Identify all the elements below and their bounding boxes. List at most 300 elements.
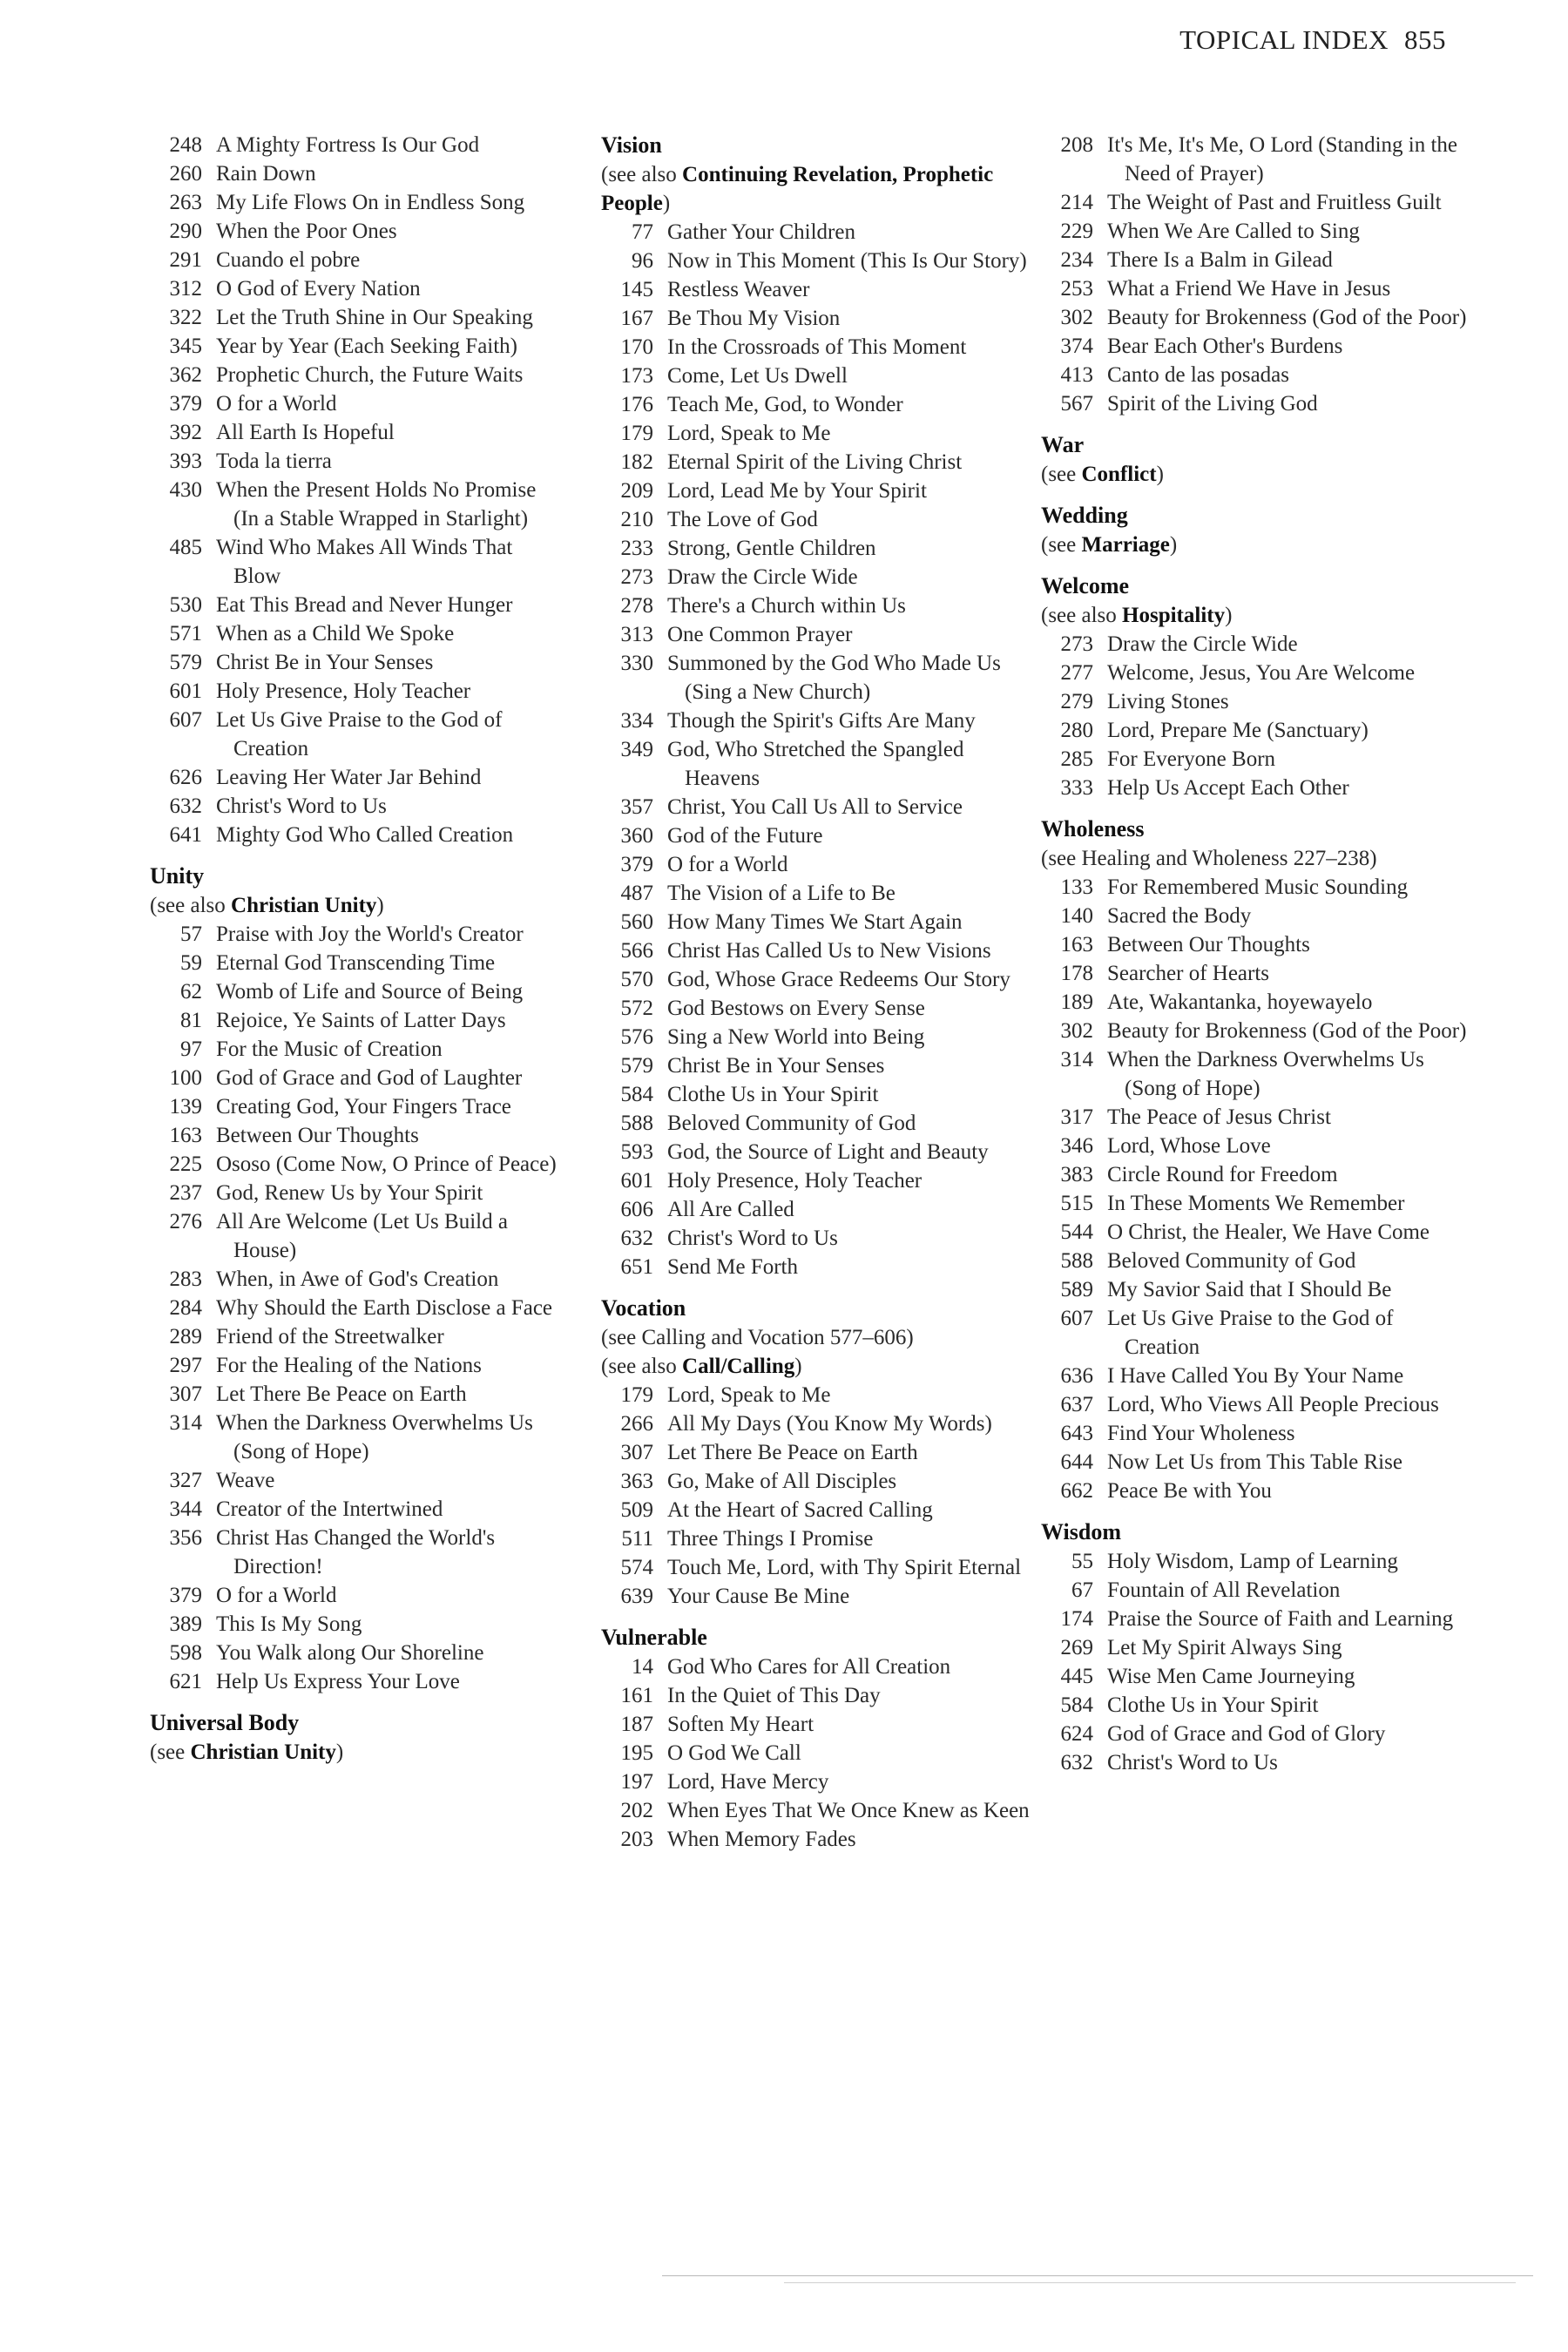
- hymn-number: 307: [169, 1382, 202, 1406]
- section-wholeness: [1041, 814, 1468, 1505]
- index-entry: [601, 706, 1037, 735]
- index-entry: [150, 1092, 559, 1121]
- index-entry: [1041, 1218, 1468, 1247]
- section-heading: Universal Body: [150, 1710, 300, 1735]
- index-entry: [601, 1652, 1037, 1681]
- hymn-title: There Is a Balm in Gilead: [1107, 248, 1333, 272]
- index-entry: [150, 447, 559, 476]
- index-entry: [601, 1253, 1037, 1281]
- hymn-number: 273: [1060, 632, 1093, 656]
- cross-reference-link: Hospitality: [1122, 604, 1226, 627]
- hymn-number: 167: [620, 307, 653, 330]
- hymn-number: 334: [620, 709, 653, 733]
- hymn-title: Restless Weaver: [667, 278, 810, 301]
- index-entry: [601, 1710, 1037, 1739]
- hymn-title: In the Crossroads of This Moment: [667, 335, 967, 359]
- index-entry: [601, 448, 1037, 476]
- hymn-number: 567: [1060, 392, 1093, 416]
- hymn-number: 214: [1060, 191, 1093, 214]
- hymn-title: O God We Call: [667, 1741, 801, 1765]
- hymn-number: 383: [1060, 1163, 1093, 1186]
- hymn-title: Send Me Forth: [667, 1255, 798, 1279]
- index-entry: [601, 1467, 1037, 1496]
- hymn-title: One Common Prayer: [667, 623, 853, 646]
- hymn-title: The Vision of a Life to Be: [667, 882, 896, 905]
- index-entry: [601, 965, 1037, 994]
- index-entry: [150, 1524, 559, 1581]
- hymn-number: 283: [169, 1267, 202, 1291]
- index-entry: [150, 159, 559, 188]
- index-entry: [601, 1051, 1037, 1080]
- index-entry: [601, 247, 1037, 275]
- index-entry: [601, 649, 1037, 706]
- section-wedding: [1041, 501, 1468, 559]
- index-entry: [150, 1207, 559, 1265]
- index-entry: [1041, 659, 1468, 687]
- index-entry: [1041, 1045, 1468, 1103]
- hymn-title: In These Moments We Remember: [1107, 1192, 1405, 1215]
- hymn-number: 170: [620, 335, 653, 359]
- hymn-number: 379: [620, 853, 653, 876]
- hymn-title: When as a Child We Spoke: [216, 622, 455, 645]
- index-entry: [150, 303, 559, 332]
- hymn-number: 210: [620, 508, 653, 531]
- hymn-number: 389: [169, 1612, 202, 1636]
- hymn-title: Now Let Us from This Table Rise: [1107, 1450, 1402, 1474]
- hymn-title: What a Friend We Have in Jesus: [1107, 277, 1391, 301]
- hymn-number: 173: [620, 364, 653, 388]
- hymn-number: 363: [620, 1470, 653, 1493]
- hymn-number: 284: [169, 1296, 202, 1320]
- hymn-number: 485: [169, 536, 202, 559]
- index-entry: [1041, 930, 1468, 959]
- hymn-number: 96: [632, 249, 653, 273]
- cross-reference-link: Call/Calling: [682, 1355, 795, 1378]
- entry-list: [1041, 1547, 1468, 1777]
- index-entry: [601, 275, 1037, 304]
- index-entry: [150, 533, 559, 591]
- hymn-number: 229: [1060, 220, 1093, 243]
- hymn-title: Lord, Prepare Me (Sanctuary): [1107, 719, 1369, 742]
- index-entry: [1041, 1419, 1468, 1448]
- hymn-number: 179: [620, 422, 653, 445]
- hymn-number: 208: [1060, 133, 1093, 157]
- hymn-title: Christ's Word to Us: [667, 1227, 838, 1250]
- index-entry: [601, 936, 1037, 965]
- hymn-title: Cuando el pobre: [216, 248, 361, 272]
- hymn-title: Prophetic Church, the Future Waits: [216, 363, 524, 387]
- see-reference: (see Calling and Vocation 577–606): [601, 1326, 914, 1349]
- hymn-number: 356: [169, 1526, 202, 1550]
- index-entry: [1041, 1247, 1468, 1275]
- hymn-title: Toda la tierra: [216, 449, 332, 473]
- index-entry: [601, 1195, 1037, 1224]
- index-entry: [1041, 217, 1468, 246]
- index-entry: [150, 977, 559, 1006]
- hymn-title: Help Us Accept Each Other: [1107, 776, 1349, 800]
- hymn-title: Spirit of the Living God: [1107, 392, 1318, 416]
- hymn-number: 302: [1060, 306, 1093, 329]
- hymn-title: O Christ, the Healer, We Have Come: [1107, 1220, 1430, 1244]
- hymn-title: O God of Every Nation: [216, 277, 421, 301]
- entry-list: [1041, 131, 1468, 418]
- hymn-title: When, in Awe of God's Creation: [216, 1267, 499, 1291]
- index-entry: [1041, 1132, 1468, 1160]
- index-entry: [1041, 988, 1468, 1017]
- index-entry: [1041, 332, 1468, 361]
- hymn-number: 260: [169, 162, 202, 186]
- hymn-number: 362: [169, 363, 202, 387]
- hymn-title: When the Darkness Overwhelms Us (Song of Hope): [216, 1411, 533, 1463]
- hymn-number: 584: [1060, 1693, 1093, 1717]
- index-entry: [601, 390, 1037, 419]
- hymn-title: There's a Church within Us: [667, 594, 906, 618]
- hymn-number: 643: [1060, 1422, 1093, 1445]
- hymn-number: 290: [169, 220, 202, 243]
- index-entry: [601, 1109, 1037, 1138]
- hymn-number: 330: [620, 652, 653, 675]
- index-entry: [601, 850, 1037, 879]
- entry-list: [601, 1652, 1037, 1854]
- hymn-number: 140: [1060, 904, 1093, 928]
- hymn-number: 313: [620, 623, 653, 646]
- hymn-number: 572: [620, 997, 653, 1020]
- hymn-number: 276: [169, 1210, 202, 1233]
- hymn-number: 593: [620, 1140, 653, 1164]
- hymn-title: Fountain of All Revelation: [1107, 1578, 1341, 1602]
- index-entry: [1041, 1547, 1468, 1576]
- index-entry: [601, 563, 1037, 591]
- hymn-number: 307: [620, 1441, 653, 1464]
- index-entry: [601, 620, 1037, 649]
- hymn-number: 570: [620, 968, 653, 991]
- hymn-number: 234: [1060, 248, 1093, 272]
- hymn-title: Beauty for Brokenness (God of the Poor): [1107, 306, 1467, 329]
- hymn-title: God of Grace and God of Glory: [1107, 1722, 1386, 1746]
- hymn-number: 487: [620, 882, 653, 905]
- hymn-title: Ate, Wakantanka, hoyewayelo: [1107, 990, 1373, 1014]
- index-entry: [1041, 1160, 1468, 1189]
- section-vision: [601, 131, 1037, 1281]
- index-entry: [150, 1351, 559, 1380]
- hymn-number: 176: [620, 393, 653, 416]
- index-entry: [150, 418, 559, 447]
- entry-list: [1041, 630, 1468, 802]
- hymn-title: Though the Spirit's Gifts Are Many: [667, 709, 976, 733]
- index-entry: [150, 1322, 559, 1351]
- hymn-number: 263: [169, 191, 202, 214]
- index-entry: [150, 332, 559, 361]
- hymn-title: Living Stones: [1107, 690, 1229, 713]
- hymn-number: 374: [1060, 335, 1093, 358]
- hymn-number: 97: [180, 1037, 202, 1061]
- index-entry: [1041, 630, 1468, 659]
- index-entry: [601, 1796, 1037, 1825]
- index-entry: [150, 217, 559, 246]
- index-entry: [150, 821, 559, 849]
- hymn-number: 360: [620, 824, 653, 848]
- cross-reference-link: Conflict: [1081, 463, 1157, 486]
- hymn-title: Help Us Express Your Love: [216, 1670, 460, 1693]
- hymn-number: 509: [620, 1498, 653, 1522]
- hymn-title: All My Days (You Know My Words): [667, 1412, 992, 1436]
- index-entry: [601, 1438, 1037, 1467]
- running-title: TOPICAL INDEX: [1179, 24, 1389, 55]
- index-entry: [150, 949, 559, 977]
- hymn-title: My Life Flows On in Endless Song: [216, 191, 525, 214]
- index-entry: [150, 1495, 559, 1524]
- hymn-title: Gather Your Children: [667, 220, 855, 244]
- index-entry: [150, 677, 559, 706]
- index-entry: [150, 1610, 559, 1639]
- hymn-title: Holy Presence, Holy Teacher: [667, 1169, 923, 1193]
- section-vocation: [601, 1294, 1037, 1611]
- index-entry: [601, 1080, 1037, 1109]
- hymn-number: 626: [169, 766, 202, 789]
- hymn-title: Peace Be with You: [1107, 1479, 1272, 1503]
- index-entry: [150, 763, 559, 792]
- hymn-number: 413: [1060, 363, 1093, 387]
- section-wisdom: [1041, 1517, 1468, 1777]
- index-entry: [601, 994, 1037, 1023]
- index-entry: [601, 793, 1037, 821]
- hymn-title: O for a World: [667, 853, 788, 876]
- hymn-number: 333: [1060, 776, 1093, 800]
- hymn-number: 203: [620, 1828, 653, 1851]
- index-column-1: [150, 131, 559, 1767]
- hymn-number: 637: [1060, 1393, 1093, 1416]
- hymn-number: 81: [180, 1009, 202, 1032]
- hymn-title: Rejoice, Ye Saints of Latter Days: [216, 1009, 506, 1032]
- index-entry: [150, 1409, 559, 1466]
- hymn-number: 178: [1060, 962, 1093, 985]
- index-entry: [150, 792, 559, 821]
- hymn-title: Beloved Community of God: [667, 1112, 916, 1135]
- index-entry: [601, 419, 1037, 448]
- hymn-title: Lord, Whose Love: [1107, 1134, 1271, 1158]
- index-entry: [1041, 1691, 1468, 1720]
- section-heading: Wisdom: [1041, 1519, 1121, 1544]
- hymn-title: Soften My Heart: [667, 1713, 814, 1736]
- hymn-title: It's Me, It's Me, O Lord (Standing in the Need of Prayer): [1107, 133, 1458, 186]
- hymn-title: Mighty God Who Called Creation: [216, 823, 514, 847]
- index-entry: [150, 1035, 559, 1064]
- hymn-title: Sacred the Body: [1107, 904, 1252, 928]
- hymn-number: 278: [620, 594, 653, 618]
- index-entry: [150, 619, 559, 648]
- see-also-reference: (see also Hospitality): [1041, 604, 1233, 627]
- entry-list: [150, 920, 559, 1696]
- hymn-number: 601: [620, 1169, 653, 1193]
- hymn-number: 357: [620, 795, 653, 819]
- index-entry: [1041, 246, 1468, 274]
- hymn-number: 588: [620, 1112, 653, 1135]
- hymn-number: 100: [169, 1066, 202, 1090]
- hymn-number: 430: [169, 478, 202, 502]
- index-entry: [1041, 1748, 1468, 1777]
- hymn-number: 601: [169, 679, 202, 703]
- index-entry: [601, 1166, 1037, 1195]
- index-entry: [601, 1582, 1037, 1611]
- hymn-title: God, the Source of Light and Beauty: [667, 1140, 989, 1164]
- hymn-number: 277: [1060, 661, 1093, 685]
- index-entry: [601, 591, 1037, 620]
- hymn-title: Teach Me, God, to Wonder: [667, 393, 903, 416]
- hymn-number: 253: [1060, 277, 1093, 301]
- hymn-title: You Walk along Our Shoreline: [216, 1641, 484, 1665]
- hymn-title: Why Should the Earth Disclose a Face: [216, 1296, 553, 1320]
- hymn-number: 139: [169, 1095, 202, 1119]
- hymn-title: How Many Times We Start Again: [667, 910, 963, 934]
- index-entry: [601, 218, 1037, 247]
- index-entry: [150, 1179, 559, 1207]
- section-heading: Vision: [601, 132, 662, 158]
- index-entry: [601, 333, 1037, 362]
- see-also-reference: (see also Christian Unity): [150, 894, 384, 917]
- index-entry: [1041, 1362, 1468, 1390]
- hymn-title: My Savior Said that I Should Be: [1107, 1278, 1392, 1301]
- index-entry: [601, 1524, 1037, 1553]
- hymn-number: 392: [169, 421, 202, 444]
- hymn-number: 621: [169, 1670, 202, 1693]
- hymn-number: 636: [1060, 1364, 1093, 1388]
- section-unity: [150, 862, 559, 1696]
- hymn-title: When the Present Holds No Promise (In a Stable Wrapped in Starlight): [216, 478, 537, 531]
- hymn-title: Creating God, Your Fingers Trace: [216, 1095, 511, 1119]
- index-entry: [601, 1767, 1037, 1796]
- index-entry: [1041, 1477, 1468, 1505]
- section-heading: Wedding: [1041, 503, 1128, 528]
- hymn-number: 579: [620, 1054, 653, 1078]
- hymn-title: Creator of the Intertwined: [216, 1497, 443, 1521]
- hymn-number: 163: [169, 1124, 202, 1147]
- index-entry: [150, 591, 559, 619]
- hymn-number: 233: [620, 537, 653, 560]
- hymn-number: 297: [169, 1354, 202, 1377]
- entry-list: [601, 1381, 1037, 1611]
- hymn-title: Sing a New World into Being: [667, 1025, 925, 1049]
- see-also-reference: (see also Continuing Revelation, Prophetic People): [601, 163, 994, 215]
- index-entry: [1041, 873, 1468, 902]
- hymn-number: 189: [1060, 990, 1093, 1014]
- hymn-title: Friend of the Streetwalker: [216, 1325, 444, 1348]
- hymn-title: Holy Wisdom, Lamp of Learning: [1107, 1550, 1398, 1573]
- hymn-number: 344: [169, 1497, 202, 1521]
- hymn-number: 14: [632, 1655, 653, 1679]
- hymn-title: Find Your Wholeness: [1107, 1422, 1295, 1445]
- hymn-title: Your Cause Be Mine: [667, 1585, 850, 1608]
- index-entry: [1041, 959, 1468, 988]
- hymn-number: 312: [169, 277, 202, 301]
- hymn-number: 571: [169, 622, 202, 645]
- hymn-title: Leaving Her Water Jar Behind: [216, 766, 482, 789]
- index-entry: [601, 1138, 1037, 1166]
- hymn-title: Christ Has Called Us to New Visions: [667, 939, 991, 963]
- hymn-number: 273: [620, 565, 653, 589]
- index-entry: [1041, 1390, 1468, 1419]
- index-column-3: [1041, 131, 1468, 1777]
- hymn-number: 62: [180, 980, 202, 1004]
- hymn-title: Eternal God Transcending Time: [216, 951, 496, 975]
- hymn-title: Eternal Spirit of the Living Christ: [667, 450, 963, 474]
- hymn-number: 279: [1060, 690, 1093, 713]
- hymn-number: 641: [169, 823, 202, 847]
- hymn-title: Let There Be Peace on Earth: [216, 1382, 467, 1406]
- hymn-title: Now in This Moment (This Is Our Story): [667, 249, 1027, 273]
- index-entry: [150, 920, 559, 949]
- hymn-number: 598: [169, 1641, 202, 1665]
- hymn-number: 393: [169, 449, 202, 473]
- hymn-number: 285: [1060, 747, 1093, 771]
- hymn-number: 530: [169, 593, 202, 617]
- index-entry: [1041, 1576, 1468, 1605]
- hymn-title: Let the Truth Shine in Our Speaking: [216, 306, 533, 329]
- hymn-number: 511: [621, 1527, 653, 1551]
- hymn-title: All Are Called: [667, 1198, 794, 1221]
- index-entry: [601, 1409, 1037, 1438]
- see-reference: (see Christian Unity): [150, 1740, 344, 1764]
- index-entry: [150, 1006, 559, 1035]
- hymn-title: When the Darkness Overwhelms Us (Song of Hope): [1107, 1048, 1424, 1100]
- hymn-number: 202: [620, 1799, 653, 1822]
- hymn-title: Holy Presence, Holy Teacher: [216, 679, 471, 703]
- hymn-title: Womb of Life and Source of Being: [216, 980, 524, 1004]
- index-entry: [601, 908, 1037, 936]
- hymn-title: Come, Let Us Dwell: [667, 364, 848, 388]
- hymn-title: Clothe Us in Your Spirit: [667, 1083, 879, 1106]
- section-heading: War: [1041, 432, 1085, 457]
- hymn-title: Christ, You Call Us All to Service: [667, 795, 963, 819]
- hymn-number: 187: [620, 1713, 653, 1736]
- index-entry: [1041, 1633, 1468, 1662]
- hymn-title: Let My Spirit Always Sing: [1107, 1636, 1342, 1659]
- hymn-number: 644: [1060, 1450, 1093, 1474]
- index-entry: [601, 1553, 1037, 1582]
- index-entry: [601, 1023, 1037, 1051]
- hymn-title: Christ Be in Your Senses: [216, 651, 434, 674]
- hymn-title: When the Poor Ones: [216, 220, 397, 243]
- index-entry: [150, 1380, 559, 1409]
- index-entry: [601, 534, 1037, 563]
- index-entry: [601, 1681, 1037, 1710]
- hymn-number: 248: [169, 133, 202, 157]
- hymn-number: 266: [620, 1412, 653, 1436]
- hymn-title: This Is My Song: [216, 1612, 362, 1636]
- index-entry: [1041, 1304, 1468, 1362]
- hymn-number: 133: [1060, 875, 1093, 899]
- hymn-number: 607: [169, 708, 202, 732]
- index-entry: [1041, 1605, 1468, 1633]
- hymn-number: 237: [169, 1181, 202, 1205]
- hymn-title: Christ Be in Your Senses: [667, 1054, 885, 1078]
- hymn-title: God, Renew Us by Your Spirit: [216, 1181, 483, 1205]
- hymn-title: Praise with Joy the World's Creator: [216, 923, 524, 946]
- hymn-title: I Have Called You By Your Name: [1107, 1364, 1404, 1388]
- hymn-number: 379: [169, 392, 202, 416]
- hymn-title: Weave: [216, 1469, 275, 1492]
- hymn-number: 632: [169, 794, 202, 818]
- section-heading: Vocation: [601, 1295, 686, 1321]
- see-reference: (see Marriage): [1041, 533, 1178, 557]
- hymn-number: 379: [169, 1584, 202, 1607]
- hymn-number: 269: [1060, 1636, 1093, 1659]
- index-entry: [1041, 1275, 1468, 1304]
- hymn-title: Searcher of Hearts: [1107, 962, 1270, 985]
- index-entry: [601, 1739, 1037, 1767]
- index-entry: [601, 362, 1037, 390]
- hymn-number: 651: [620, 1255, 653, 1279]
- hymn-number: 280: [1060, 719, 1093, 742]
